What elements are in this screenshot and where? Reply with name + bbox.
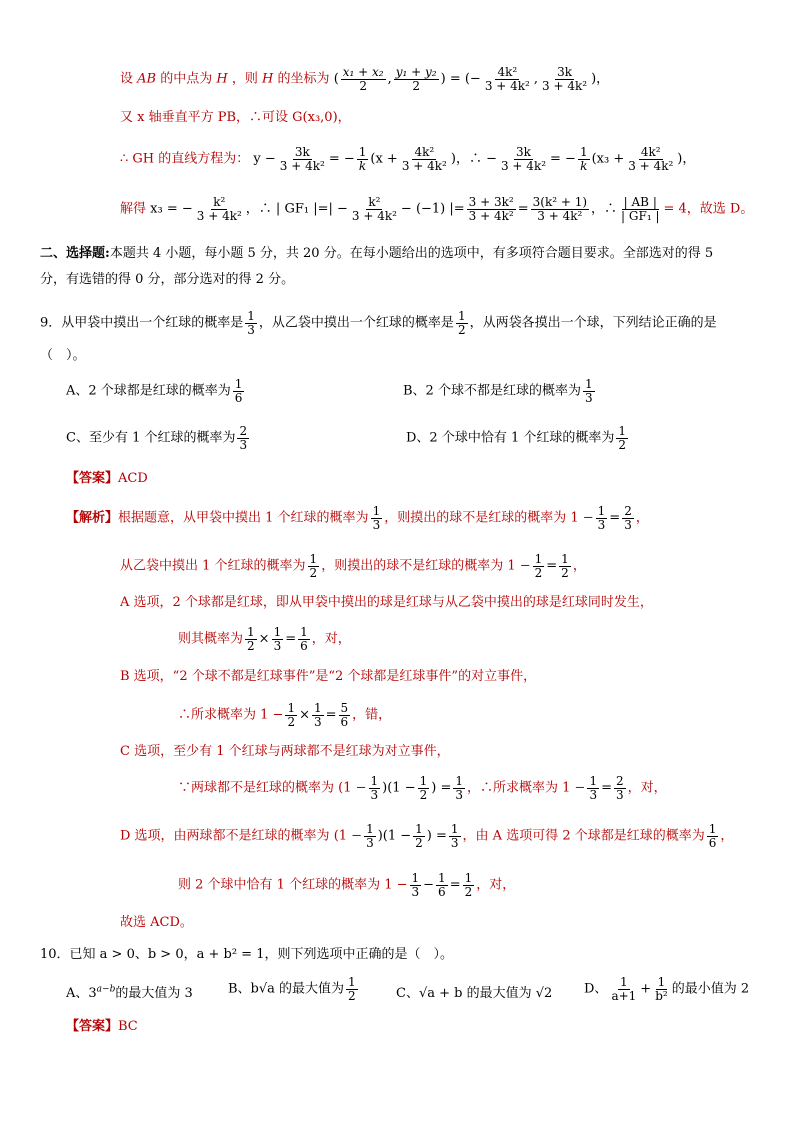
text: 9．从甲袋中摸出一个红球的概率是	[40, 315, 244, 331]
text: 解得	[120, 201, 147, 217]
text: ∴ GH 的直线方程为：	[120, 151, 250, 167]
fraction: $\frac{3k}{\text{3 + 4k²}}$	[500, 145, 547, 173]
text: ，从两袋各摸出一个球，下列结论正确的是	[469, 315, 717, 331]
q9-option-b-calc: ∴所求概率为 1 − $\frac{1}{2}$ × $\frac{1}{3}$ = $\frac{5}{6}$ ，错，	[178, 701, 392, 729]
fraction: $\frac{1}{2}$	[464, 871, 473, 899]
fraction: $\frac{\text{k²}}{\text{3 + 4k²}}$	[196, 195, 242, 223]
answer-value: ACD	[118, 471, 148, 486]
fraction: $\frac{1}{2}$	[348, 975, 356, 1003]
fraction: $\frac{1}{2}$	[618, 424, 627, 452]
q9-option-c: C、至少有 1 个红球的概率为 $\frac{2}{3}$	[66, 424, 248, 452]
fraction: $\frac{1}{3}$	[584, 377, 593, 405]
q9-analysis-line2: 从乙袋中摸出 1 个红球的概率为 $\frac{1}{2}$ ，则摸出的球不是红球的概率为 1 − $\frac{1}{2}$ = $\frac{1}{2}$ ，	[120, 552, 586, 580]
text: ，从乙袋中摸出一个红球的概率是	[258, 315, 454, 331]
fraction: $\frac{\text{4k²}}{\text{3 + 4k²}}$	[484, 65, 530, 93]
sol8-line2: 又 x 轴垂直平方 PB，∴可设 G(x₃,0)，	[120, 110, 351, 125]
fraction: $\frac{3k}{\text{3 + 4k²}}$	[542, 65, 588, 93]
q9-option-d-analysis: D 选项，由两球都不是红球的概率为 (1 − $\frac{1}{3}$ )(1 − $\frac{1}{2}$ ) = $\frac{1}{3}$ ，由 A 选项可得 2 个球都是红球的概率为 $\frac{1}{6}$ ，	[120, 822, 734, 850]
fraction: $\frac{\text{3(k² + 1)}}{\text{3 + 4k²}}$	[532, 195, 588, 223]
q9-option-c-calc: ∵两球都不是红球的概率为 (1 − $\frac{1}{3}$ )(1 − $\frac{1}{2}$ ) = $\frac{1}{3}$ ，∴所求概率为 1 − $\frac{1}{3}$ = $\frac{2}{3}$ ，对，	[178, 774, 667, 802]
fraction: $\frac{\text{x₁ + x₂}}{2}$	[342, 65, 384, 93]
answer-value: BC	[118, 1019, 138, 1034]
analysis-label: 【解析】	[66, 510, 119, 526]
fraction: $\frac{1}{3}$	[455, 774, 463, 802]
fraction: $\frac{1}{k}$	[358, 145, 367, 173]
fraction: $\frac{1}{3}$	[247, 309, 255, 337]
q10-stem: 10．已知 a > 0、b > 0，a + b² = 1，则下列选项中正确的是（ ）。	[40, 947, 453, 962]
fraction: $\frac{1}{6}$	[708, 822, 717, 850]
answer-label: 【答案】	[66, 471, 119, 486]
q9-stem	[40, 310, 717, 336]
fraction: $\frac{1}{3}$	[589, 774, 598, 802]
q9-option-d: D、2 个球中恰有 1 个红球的概率为 $\frac{1}{2}$	[406, 424, 627, 452]
section2-title: 二、选择题:	[40, 246, 110, 261]
text: H	[216, 71, 228, 87]
q10-option-d: D、 $\frac{1}{a+1}$ + $\frac{1}{\text{b²}}$ 的最小值为 2	[584, 975, 750, 1003]
fraction: $\frac{\text{y₁ + y₂}}{2}$	[395, 65, 437, 93]
fraction: $\frac{| AB |}{\text{| GF₁ |}}$	[621, 195, 660, 223]
sol8-line3: ∴ GH 的直线方程为： y − $\frac{3k}{\text{3 + 4k²}}$ = − $\frac{1}{k}$ (x + $\frac{\text{4k²}}{\text{3 + 4k²}}$ )，∴ − $\frac{3k}{\text{3 + 4k²}}$ = − $\frac{1}{k}$ (x₃ + $\frac{\text{4k²}}{\text{3 + 4k²}}$ )，	[120, 145, 696, 173]
section2-body: 本题共 4 小题，每小题 5 分，共 20 分。在每小题给出的选项中，有多项符合题目要求。全部选对的得 5	[109, 246, 714, 261]
fraction: $\frac{2}{3}$	[615, 774, 624, 802]
text: AB	[137, 71, 157, 87]
fraction: $\frac{\text{3 + 3k²}}{\text{3 + 4k²}}$	[468, 195, 514, 223]
fraction: $\frac{1}{2}$	[419, 774, 428, 802]
q9-option-a: A、2 个球都是红球的概率为 $\frac{1}{6}$	[66, 377, 243, 405]
fraction: $\frac{1}{a+1}$	[611, 975, 637, 1003]
fraction: $\frac{\text{4k²}}{\text{3 + 4k²}}$	[628, 145, 674, 173]
fraction: $\frac{1}{2}$	[415, 822, 423, 850]
text: 设	[120, 71, 134, 87]
q10-option-a: A、$3^{a-b}$的最大值为 3	[66, 984, 193, 1001]
fraction: $\frac{5}{6}$	[340, 701, 349, 729]
fraction: $\frac{1}{3}$	[411, 871, 420, 899]
sol8-line1: 设 AB 的中点为 H ，则 H 的坐标为 ( $\frac{\text{x₁ + x₂}}{2}$ , $\frac{\text{y₁ + y₂}}{2}$ ) = (− $\frac{\text{4k²}}{\text{3 + 4k²}}$ , $\frac{3k}{\text{3 + 4k²}}$ )，	[120, 65, 610, 93]
fraction: $\frac{1}{2}$	[287, 701, 296, 729]
q9-option-b-analysis: B 选项，“2 个球不都是红球事件”是“2 个球都是红球事件”的对立事件，	[120, 669, 537, 684]
q9-option-b: B、2 个球不都是红球的概率为 $\frac{1}{3}$	[403, 377, 593, 405]
text: H	[262, 71, 274, 87]
fraction: $\frac{1}{3}$	[273, 625, 282, 653]
section2-intro-line1	[40, 247, 713, 260]
q9-final: 故选 ACD。	[120, 915, 193, 930]
fraction: $\frac{1}{2}$	[561, 552, 569, 580]
q9-option-a-analysis: A 选项，2 个球都是红球，即从甲袋中摸出的球是红球与从乙袋中摸出的球是红球同时发生，	[120, 595, 653, 610]
q10-option-b: B、b√a 的最大值为 $\frac{1}{2}$	[228, 975, 356, 1003]
answer-label: 【答案】	[66, 1019, 119, 1034]
q10-answer	[66, 1020, 138, 1033]
fraction: $\frac{1}{3}$	[372, 504, 381, 532]
fraction: $\frac{1}{3}$	[370, 774, 379, 802]
q9-option-c-analysis: C 选项，至少有 1 个红球与两球都不是红球为对立事件，	[120, 744, 450, 759]
text: 的坐标为	[277, 71, 330, 87]
fraction: $\frac{1}{2}$	[534, 552, 543, 580]
q9-answer	[66, 472, 148, 485]
q10-option-c: C、√a + b 的最大值为 √2	[396, 986, 553, 1001]
fraction: $\frac{1}{\text{b²}}$	[655, 975, 668, 1003]
section2-intro-line2: 分，有选错的得 0 分，部分选对的得 2 分。	[40, 272, 295, 287]
fraction: $\frac{1}{2}$	[457, 309, 466, 337]
fraction: $\frac{1}{2}$	[309, 552, 318, 580]
fraction: $\frac{1}{2}$	[247, 625, 255, 653]
q9-paren: （ ）。	[40, 348, 86, 363]
fraction: $\frac{1}{3}$	[450, 822, 459, 850]
fraction: $\frac{1}{6}$	[438, 871, 446, 899]
fraction: $\frac{\text{4k²}}{\text{3 + 4k²}}$	[401, 145, 447, 173]
fraction: $\frac{1}{3}$	[597, 504, 606, 532]
fraction: $\frac{1}{3}$	[366, 822, 374, 850]
text: ，则	[231, 71, 258, 87]
fraction: $\frac{1}{k}$	[579, 145, 588, 173]
fraction: $\frac{3k}{\text{3 + 4k²}}$	[279, 145, 325, 173]
q9-option-d-calc: 则 2 个球中恰有 1 个红球的概率为 1 − $\frac{1}{3}$ − $\frac{1}{6}$ = $\frac{1}{2}$ ，对，	[178, 871, 516, 899]
q9-analysis-line1: 【解析】根据题意，从甲袋中摸出 1 个红球的概率为 $\frac{1}{3}$ ，则摸出的球不是红球的概率为 1 − $\frac{1}{3}$ = $\frac{2}{3}$ ，	[66, 504, 649, 532]
fraction: $\frac{2}{3}$	[624, 504, 632, 532]
fraction: $\frac{1}{6}$	[234, 377, 243, 405]
fraction: $\frac{2}{3}$	[239, 424, 248, 452]
sol8-line4: 解得 x₃ = − $\frac{\text{k²}}{\text{3 + 4k²}}$ ，∴ | GF₁ |=| − $\frac{\text{k²}}{\text{3 + 4k²}}$ − (−1) |= $\frac{\text{3 + 3k²}}{\text{3 + 4k²}}$ = $\frac{\text{3(k² + 1)}}{\text{3 + 4k²}}$ ，∴ $\frac{| AB |}{\text{| GF₁ |}}$ = 4，故选 D。	[120, 195, 754, 223]
text: 的中点为	[160, 71, 213, 87]
fraction: $\frac{1}{6}$	[300, 625, 308, 653]
fraction: $\frac{\text{k²}}{\text{3 + 4k²}}$	[351, 195, 397, 223]
q9-option-a-calc: 则其概率为 $\frac{1}{2}$ × $\frac{1}{3}$ = $\frac{1}{6}$ ，对，	[178, 625, 351, 653]
fraction: $\frac{1}{3}$	[313, 701, 322, 729]
